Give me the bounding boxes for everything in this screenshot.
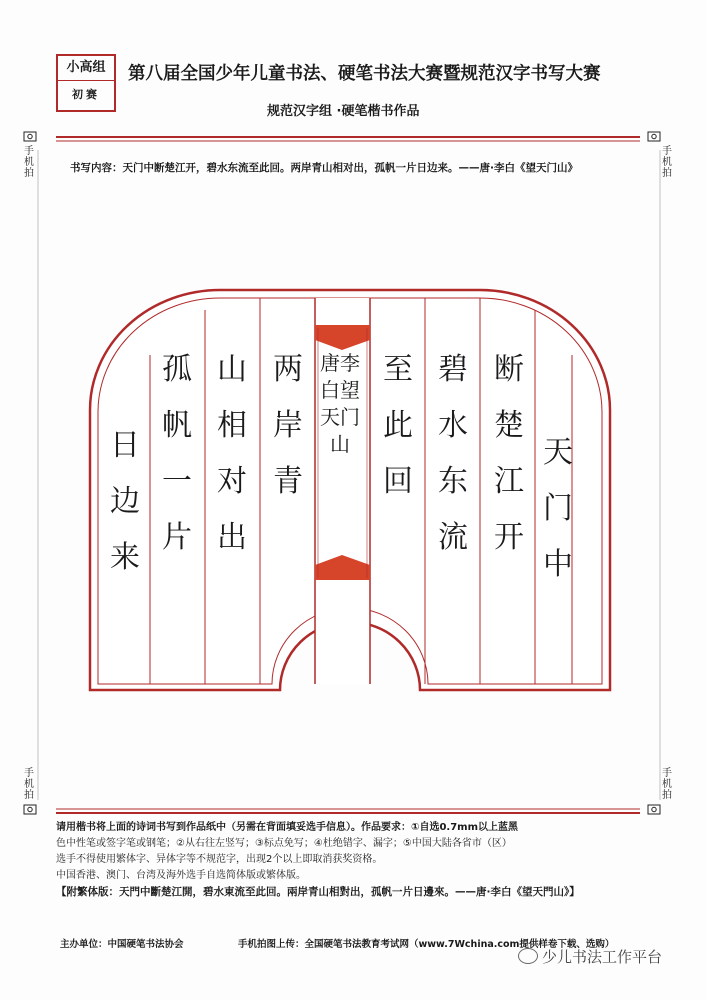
content-label: 书写内容：天门中断楚江开，碧水东流至此回。两岸青山相对出，孤帆一片日边来。——唐·李白《望天门山》 [70, 162, 578, 174]
requirements-line-2: 色中性笔或签字笔或钢笔；②从右往左竖写；③标点免写；④杜绝错字、漏字；⑤中国大陆各省市（区） [56, 838, 512, 849]
requirements-block [56, 820, 656, 900]
page-title: 第八届全国少年儿童书法、硬笔书法大赛暨规范汉字书写大赛 [128, 64, 601, 84]
watermark-text: 少儿书法工作平台 [542, 948, 663, 966]
side-label-tl: 手机拍 [24, 146, 34, 179]
work-column-1: 天门中 [543, 435, 573, 582]
work-column-7: 孤帆一片 [162, 352, 192, 555]
watermark [518, 946, 662, 967]
side-label-tr: 手机拍 [662, 146, 672, 179]
requirements-line-1: 请用楷书将上面的诗词书写到作品纸中（另需在背面填妥选手信息）。作品要求：①自选0.7mm以上蓝黑 [56, 822, 519, 833]
badge-group: 小高组 [58, 56, 114, 81]
footer-upload: 手机拍图上传：全国硬笔书法教育考试网（www.7Wchina.com提供样卷下载、选购） [238, 939, 615, 950]
side-label-bl: 手机拍 [24, 768, 34, 801]
requirements-line-3: 选手不得使用繁体字、异体字等不规范字，出现2个以上即取消获奖资格。 [56, 854, 383, 865]
work-column-2: 断楚江开 [494, 352, 524, 555]
footer-organizer: 主办单位：中国硬笔书法协会 [60, 939, 184, 950]
work-column-8: 日边来 [110, 428, 140, 575]
requirements-traditional: 【附繁体版：天門中斷楚江開，碧水東流至此回。兩岸青山相對出，孤帆一片日邊來。——唐·李白《望天門山》】 [56, 886, 580, 898]
work-attribution: 唐李白望天门山 [320, 351, 360, 456]
page-subtitle: 规范汉字组 ·硬笔楷书作品 [267, 104, 420, 119]
requirements-line-4: 中国香港、澳门、台湾及海外选手自选简体版或繁体版。 [56, 870, 306, 881]
badge-round: 初赛 [72, 88, 100, 101]
work-column-3: 碧水东流 [438, 352, 468, 555]
work-column-5: 两岸青 [273, 352, 303, 499]
work-column-4: 至此回 [383, 352, 413, 499]
wechat-icon [518, 948, 538, 964]
side-label-br: 手机拍 [662, 768, 672, 801]
work-column-6: 山相对出 [217, 352, 247, 555]
